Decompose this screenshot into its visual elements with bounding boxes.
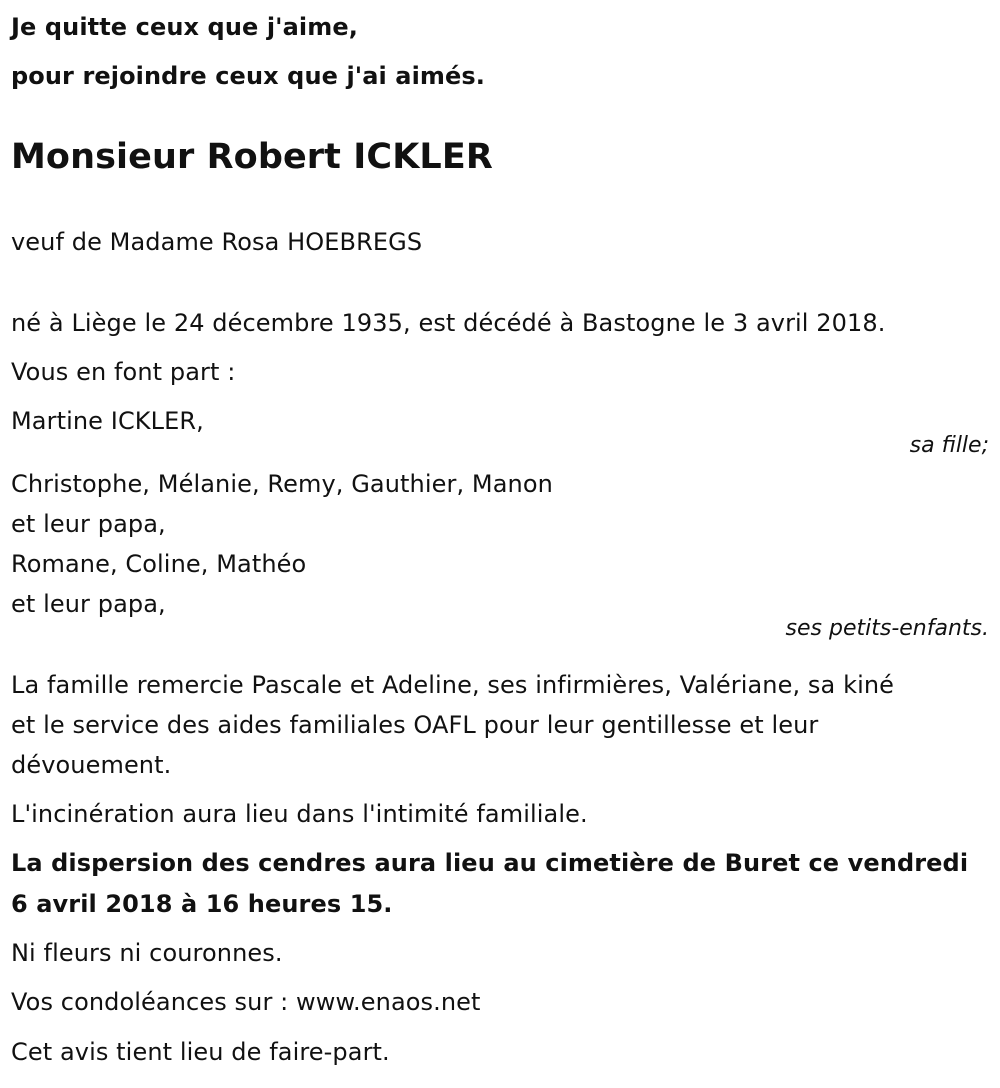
spouse-line: veuf de Madame Rosa HOEBREGS [11, 228, 423, 256]
thanks-line-1: La famille remercie Pascale et Adeline, ses infirmières, Valériane, sa kiné [11, 671, 895, 699]
flowers-line: Ni fleurs ni couronnes. [11, 939, 283, 967]
dispersion-line-2: 6 avril 2018 à 16 heures 15. [11, 890, 393, 918]
daughter-relation: sa fille; [909, 433, 989, 458]
grandchildren-line-4: et leur papa, [11, 590, 166, 618]
announcement-intro: Vous en font part : [11, 358, 236, 386]
birth-death-line: né à Liège le 24 décembre 1935, est décédé à Bastogne le 3 avril 2018. [11, 309, 886, 337]
cremation-line: L'incinération aura lieu dans l'intimité familiale. [11, 800, 588, 828]
epigraph-line-2: pour rejoindre ceux que j'ai aimés. [11, 62, 486, 90]
grandchildren-relation: ses petits-enfants. [785, 616, 989, 641]
grandchildren-line-3: Romane, Coline, Mathéo [11, 550, 307, 578]
thanks-line-3: dévouement. [11, 751, 172, 779]
thanks-line-2: et le service des aides familiales OAFL pour leur gentillesse et leur [11, 711, 819, 739]
notice-line: Cet avis tient lieu de faire-part. [11, 1038, 390, 1066]
daughter-name: Martine ICKLER, [11, 407, 204, 435]
grandchildren-line-1: Christophe, Mélanie, Remy, Gauthier, Manon [11, 470, 553, 498]
grandchildren-line-2: et leur papa, [11, 510, 166, 538]
deceased-name: Monsieur Robert ICKLER [11, 137, 493, 177]
epigraph-line-1: Je quitte ceux que j'aime, [11, 13, 358, 41]
dispersion-line-1: La dispersion des cendres aura lieu au cimetière de Buret ce vendredi [11, 849, 969, 877]
condolences-line: Vos condoléances sur : www.enaos.net [11, 988, 481, 1016]
